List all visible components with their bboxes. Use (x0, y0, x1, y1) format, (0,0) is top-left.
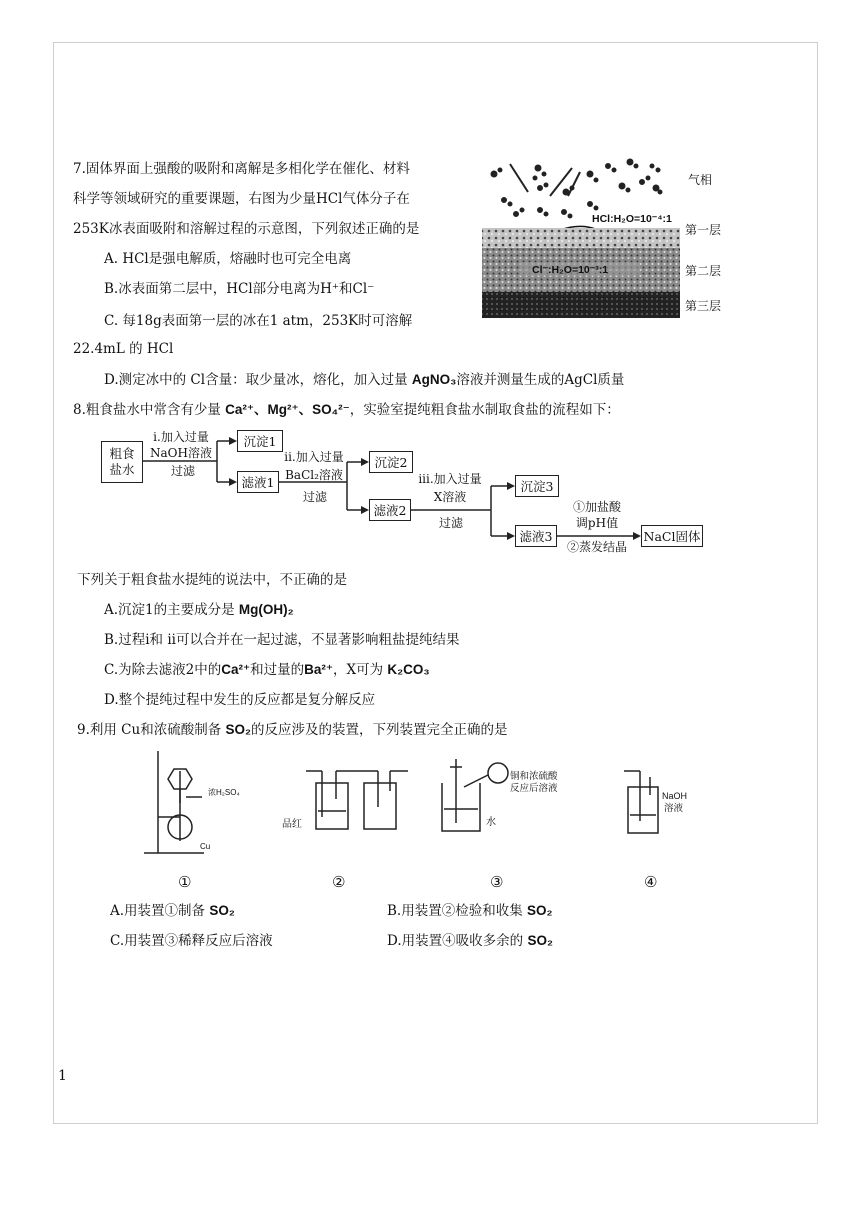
page-number: 1 (58, 1068, 67, 1084)
step1-top-label: i.加入过量 (153, 430, 209, 444)
q8-stem (73, 401, 620, 419)
water-label: 水 (486, 817, 496, 828)
acid-label: 浓H₂SO₄ (208, 788, 240, 797)
solution-label-line1: 铜和浓硫酸 (510, 772, 558, 782)
step1-bottom-label: NaOH溶液 (150, 446, 212, 460)
step2-bottom-label: BaCl₂溶液 (285, 468, 343, 482)
step4-top-label: ①加盐酸 (572, 500, 621, 514)
ratio-layer1-label: HCl:H₂O=10⁻⁴:1 (592, 213, 672, 225)
apparatus-label-1: ① (178, 873, 192, 891)
q7-option-b: B.冰表面第二层中，HCl部分电离为H⁺和Cl⁻ (104, 281, 375, 297)
ice-surface-figure (480, 152, 730, 322)
q9-option-a-so2: SO₂ (209, 903, 235, 918)
step3-bottom-label: X溶液 (433, 490, 467, 504)
layer2-label: 第二层 (685, 264, 722, 278)
q8-stem-suffix: ，实验室提纯粗食盐水制取食盐的流程如下： (349, 402, 620, 418)
fuchsine-label: 品红 (282, 819, 302, 830)
q8-option-c (104, 661, 430, 679)
q9-option-b (387, 902, 553, 920)
q8-option-b: B.过程i和 ii可以合并在一起过滤，不显著影响粗盐提纯结果 (104, 632, 460, 648)
apparatus-label-2: ② (332, 873, 346, 891)
naoh-label-line1: NaOH (662, 791, 688, 801)
step3-top-label: iii.加入过量 (418, 472, 482, 486)
q8-option-a-formula: Mg(OH)₂ (238, 602, 294, 617)
q7-option-d-prefix: D.测定冰中的 Cl含量：取少量冰，熔化，加入过量 (104, 372, 412, 388)
precipitate1-box: 沉淀1 (237, 430, 283, 452)
apparatus-label-4: ④ (644, 873, 658, 891)
step2-filter-label: 过滤 (302, 490, 327, 504)
step1-filter-label: 过滤 (170, 464, 195, 478)
apparatus-label-3: ③ (490, 873, 504, 891)
q7-option-c-line2: 22.4mL 的 HCl (73, 341, 174, 357)
q7-option-d (104, 371, 624, 389)
q9-stem (77, 721, 508, 739)
q8-option-c-formula: K₂CO₃ (387, 662, 430, 677)
naoh-label-line2: 溶液 (664, 804, 684, 814)
filtrate1-box: 滤液1 (237, 471, 279, 493)
q7-stem-line1: 7.固体界面上强酸的吸附和离解是多相化学在催化、材料 (73, 161, 410, 177)
apparatus-row (130, 745, 710, 895)
layer3-label: 第三层 (685, 299, 722, 313)
q7-option-a: A. HCl是强电解质，熔融时也可完全电离 (104, 251, 352, 267)
q7-option-c-line1: C. 每18g表面第一层的冰在1 atm，253K时可溶解 (104, 313, 413, 329)
precipitate2-box: 沉淀2 (369, 451, 413, 473)
q7-stem-line3: 253K冰表面吸附和溶解过程的示意图，下列叙述正确的是 (73, 221, 420, 237)
q8-option-c-prefix: C.为除去滤液2中的 (104, 662, 222, 678)
q9-option-b-so2: SO₂ (527, 903, 553, 918)
q8-option-a-prefix: A.沉淀1的主要成分是 (104, 602, 239, 618)
q9-option-c: C.用装置③稀释反应后溶液 (110, 933, 273, 949)
apparatus-drawings (130, 745, 710, 895)
q9-option-d-so2: SO₂ (527, 933, 553, 948)
q8-option-c-suffix: ，X可为 (333, 662, 388, 678)
q8-option-c-ion2: Ba²⁺ (304, 662, 334, 677)
q7-option-d-formula: AgNO₃ (411, 372, 457, 387)
precipitate3-box: 沉淀3 (515, 475, 559, 497)
solution-label-line2: 反应后溶液 (510, 784, 558, 794)
q9-option-b-prefix: B.用装置②检验和收集 (387, 903, 528, 919)
step3-filter-label: 过滤 (438, 516, 463, 530)
step4-mid-label: 调pH值 (575, 516, 619, 530)
q9-option-a (110, 902, 235, 920)
q8-option-c-mid: 和过量的 (250, 662, 305, 678)
ratio-layer2-label: Cl⁻:H₂O=10⁻³:1 (532, 264, 609, 276)
q9-option-a-prefix: A.用装置①制备 (110, 903, 210, 919)
q8-option-a (104, 601, 294, 619)
q9-option-d (387, 932, 553, 950)
gas-phase-label: 气相 (688, 173, 713, 187)
q8-option-d: D.整个提纯过程中发生的反应都是复分解反应 (104, 692, 376, 708)
filtrate2-box: 滤液2 (369, 499, 411, 521)
nacl-product-box: NaCl固体 (641, 525, 703, 547)
q7-option-d-suffix: 溶液并测量生成的AgCl质量 (456, 372, 625, 388)
q8-stem-prefix: 8.粗食盐水中常含有少量 (73, 402, 226, 418)
q9-stem-formula: SO₂ (225, 722, 252, 737)
step4-bottom-label: ②蒸发结晶 (566, 540, 627, 554)
crude-brine-label: 粗食盐水 (109, 446, 135, 477)
q9-stem-prefix: 9.利用 Cu和浓硫酸制备 (77, 722, 226, 738)
ice-layers-diagram (480, 152, 730, 322)
layer1-label: 第一层 (685, 223, 722, 237)
step2-top-label: ii.加入过量 (284, 450, 344, 464)
filtrate3-box: 滤液3 (515, 525, 557, 547)
q9-option-d-prefix: D.用装置④吸收多余的 (387, 933, 528, 949)
copper-label: Cu (200, 842, 211, 851)
q9-stem-suffix: 的反应涉及的装置，下列装置完全正确的是 (251, 722, 508, 738)
crude-brine-box (101, 441, 143, 483)
q8-stem-ions: Ca²⁺、Mg²⁺、SO₄²⁻ (225, 402, 350, 417)
purification-flowchart (95, 428, 715, 558)
q8-question: 下列关于粗食盐水提纯的说法中，不正确的是 (77, 572, 347, 588)
q7-stem-line2: 科学等领域研究的重要课题，右图为少量HCl气体分子在 (73, 191, 410, 207)
q8-option-c-ion1: Ca²⁺ (221, 662, 251, 677)
